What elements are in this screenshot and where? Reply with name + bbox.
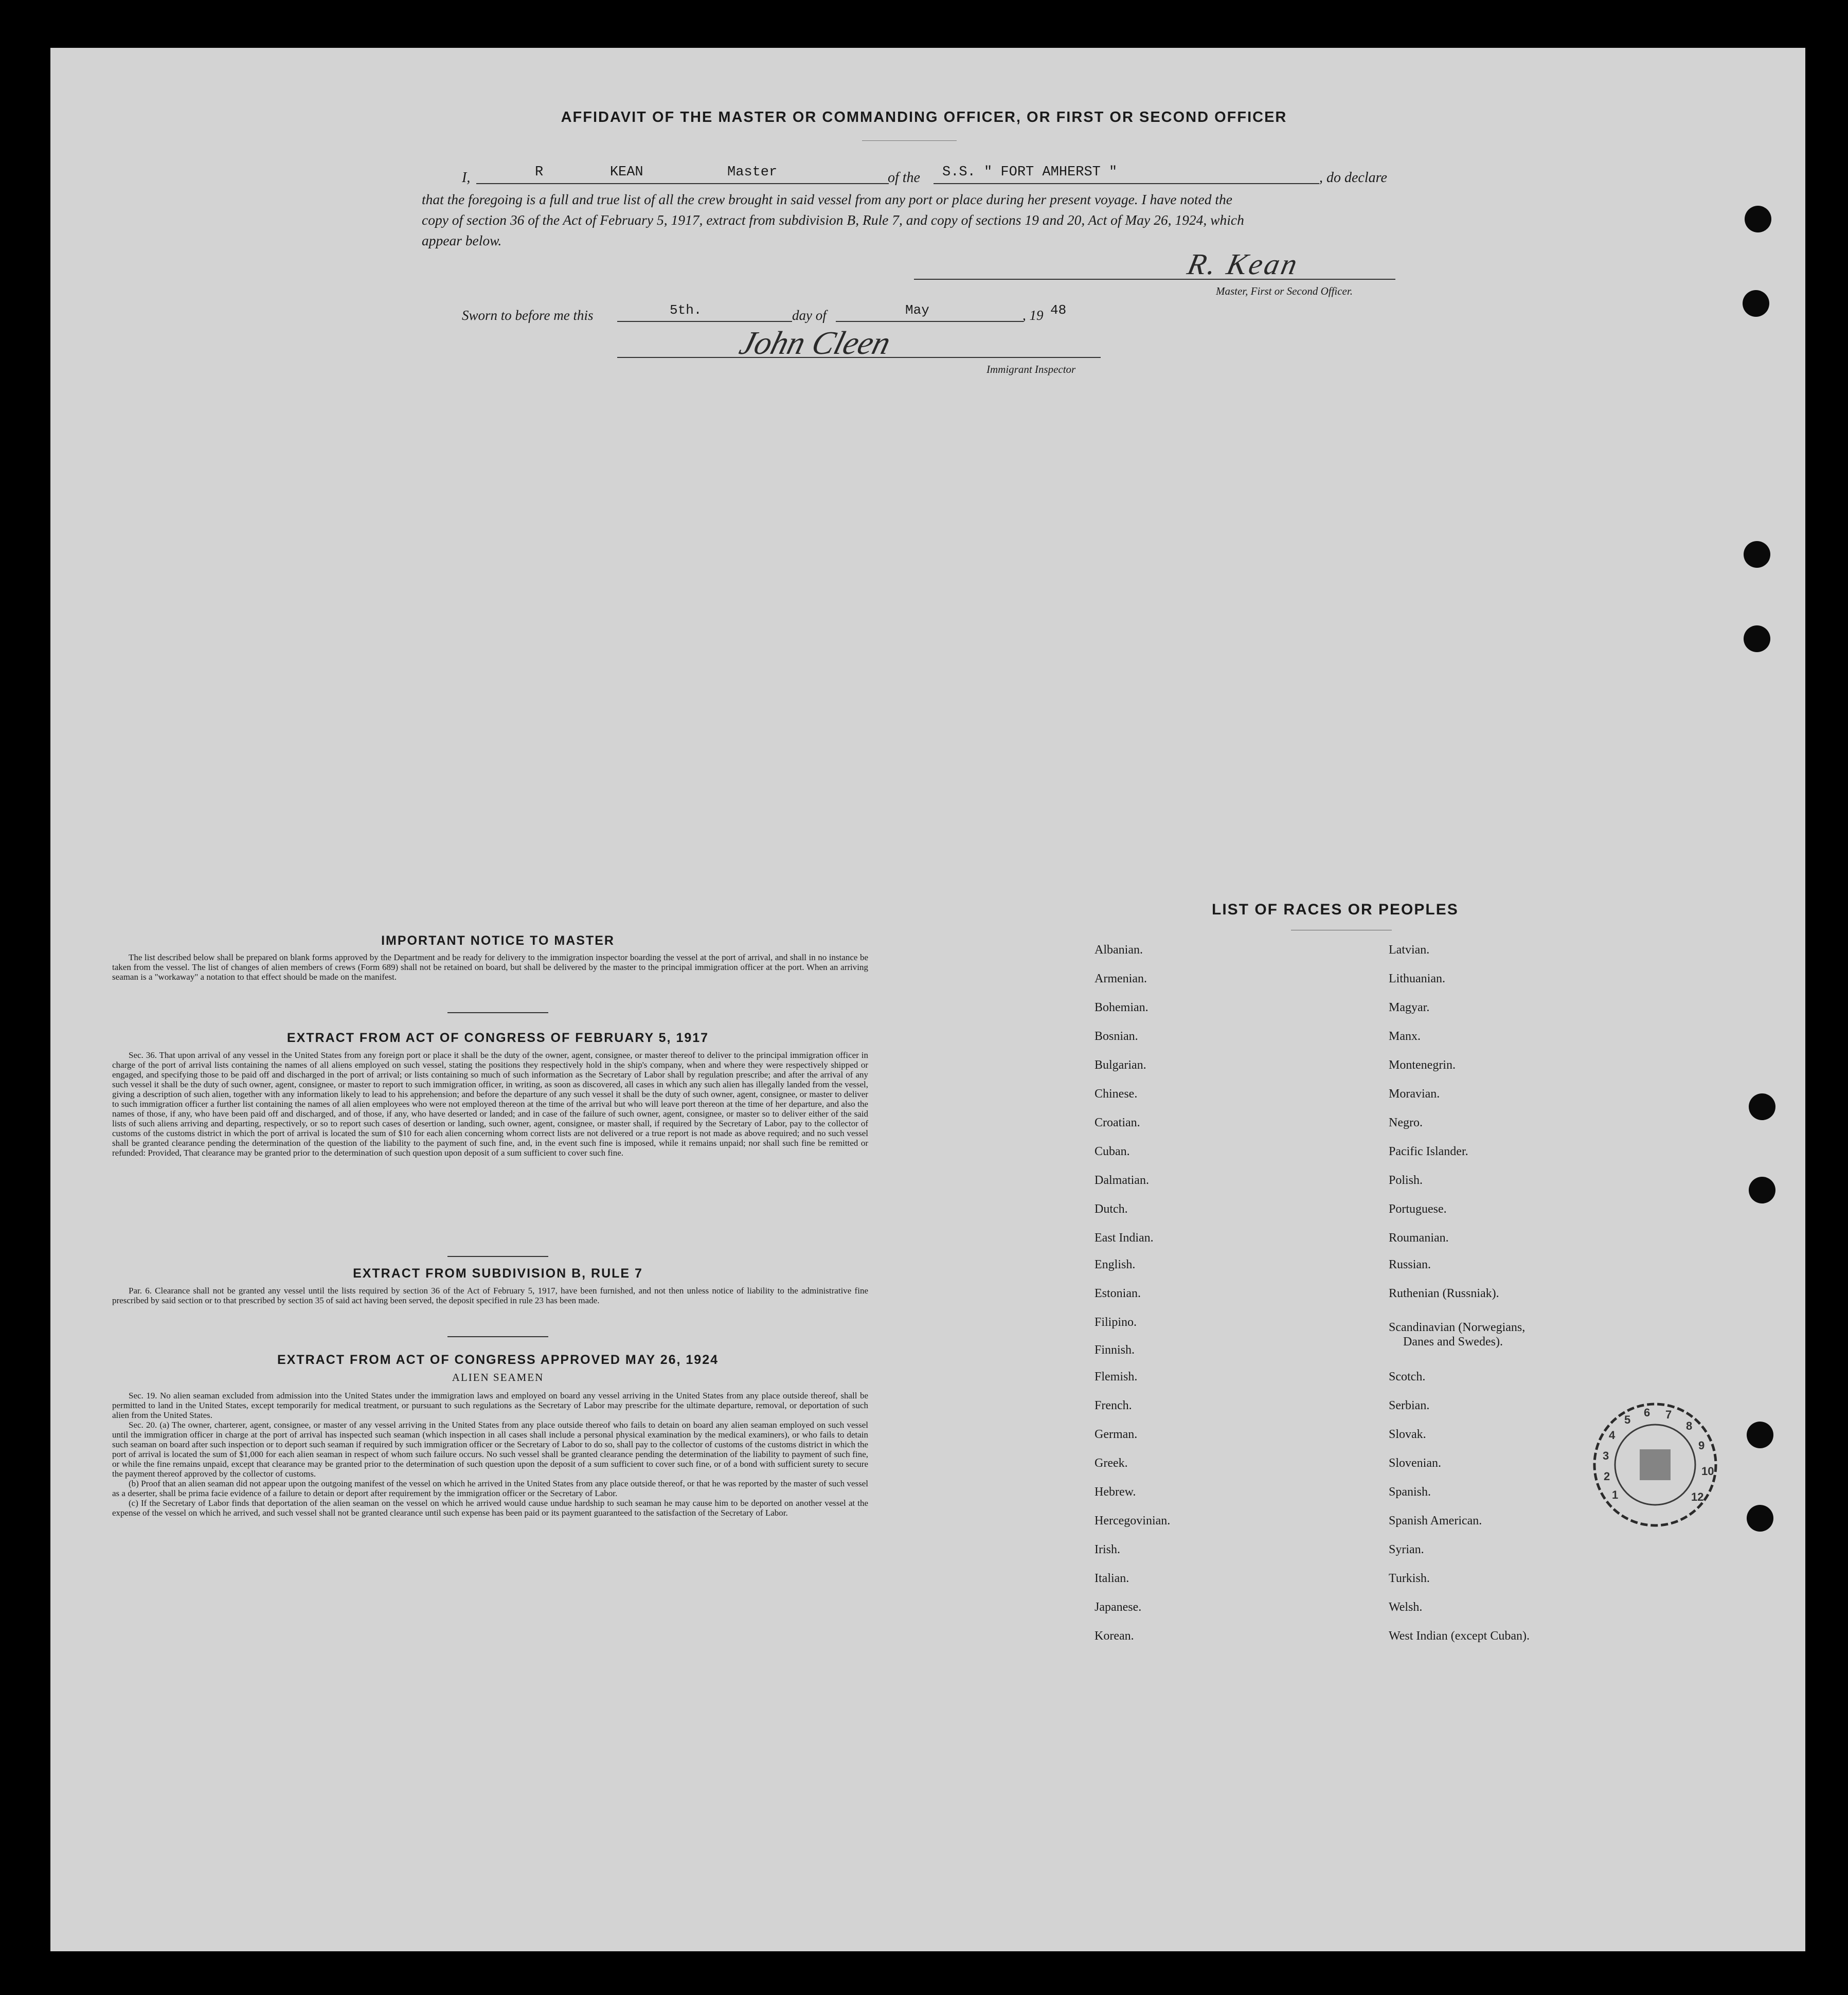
svg-text:8: 8: [1686, 1419, 1693, 1432]
svg-text:1: 1: [1612, 1488, 1619, 1501]
race-item: Slovenian.: [1389, 1457, 1441, 1470]
extract-1924-body: [112, 1391, 868, 1518]
svg-text:12: 12: [1691, 1490, 1704, 1503]
affidavit-body-line-3: appear below.: [422, 232, 502, 248]
affidavit-body-line-2: copy of section 36 of the Act of February 5, 1917, extract from subdivision B, Rule 7, and copy of sections 19 and 20, Act of May 26, 1924, which: [422, 212, 1244, 228]
race-item: Danes and Swedes).: [1403, 1335, 1503, 1349]
punch-hole: [1743, 290, 1769, 317]
affidavit-body-line-1: that the foregoing is a full and true list of all the crew brought in said vessel from any port or place during her present voyage. I have noted the: [422, 191, 1232, 207]
svg-text:10: 10: [1701, 1465, 1714, 1478]
divider: [447, 1012, 548, 1013]
race-item: Korean.: [1095, 1629, 1134, 1643]
race-item: Scotch.: [1389, 1370, 1426, 1383]
inspector-caption: Immigrant Inspector: [986, 363, 1076, 375]
day-field-line: [617, 304, 792, 322]
race-item: Portuguese.: [1389, 1202, 1447, 1216]
race-item: Ruthenian (Russniak).: [1389, 1287, 1499, 1300]
document-page: [50, 48, 1805, 1951]
punch-hole: [1747, 1505, 1773, 1532]
race-item: Syrian.: [1389, 1543, 1424, 1556]
race-item: German.: [1095, 1428, 1138, 1441]
race-item: Bosnian.: [1095, 1030, 1138, 1043]
race-item: Hercegovinian.: [1095, 1514, 1171, 1527]
race-item: Roumanian.: [1389, 1231, 1449, 1245]
date-stamp: [1588, 1398, 1722, 1532]
race-item: Slovak.: [1389, 1428, 1426, 1441]
subdivision-b-text: Par. 6. Clearance shall not be granted any vessel until the lists required by section 36 of the Act of February 5, 1917, have been furnished, and not then unless notice of liability to the administrative fine prescribed by said section or to that prescribed by section 35 of said act having been served, the deposit specified in rule 23 has been made.: [112, 1286, 868, 1305]
race-item: West Indian (except Cuban).: [1389, 1629, 1530, 1643]
extract-1917-title: EXTRACT FROM ACT OF CONGRESS OF FEBRUARY 5, 1917: [286, 1031, 709, 1045]
notice-text: The list described below shall be prepared on blank forms approved by the Department and be ready for delivery to the immigration inspector boarding the vessel at the port of arrival, and shall in no instance be taken from the vessel. The list of changes of alien members of crews (Form 689) shall not be retained on board, but shall be delivered by the master to the principal immigration officer at the port. When an arriving seaman is a "workaway" a notation to that effect should be made on the manifest.: [112, 952, 868, 982]
race-item: French.: [1095, 1399, 1132, 1412]
extract-1924-subtitle: ALIEN SEAMEN: [452, 1371, 544, 1383]
race-item: Croatian.: [1095, 1116, 1140, 1129]
sworn-year: 48: [1050, 302, 1067, 318]
svg-text:5: 5: [1624, 1413, 1631, 1426]
race-item: Moravian.: [1389, 1087, 1440, 1101]
do-declare-label: , do declare: [1319, 170, 1387, 186]
race-item: Italian.: [1095, 1572, 1129, 1585]
master-signature: R. Kean: [1185, 247, 1302, 281]
i-label: I,: [462, 170, 471, 186]
race-item: Turkish.: [1389, 1572, 1430, 1585]
race-item: Finnish.: [1095, 1343, 1135, 1357]
race-item: Greek.: [1095, 1457, 1128, 1470]
svg-text:2: 2: [1604, 1470, 1610, 1483]
master-name: R KEAN: [535, 165, 643, 180]
svg-text:7: 7: [1665, 1408, 1672, 1421]
punch-hole: [1747, 1422, 1773, 1448]
subdivision-b-title: EXTRACT FROM SUBDIVISION B, RULE 7: [353, 1266, 643, 1281]
punch-hole: [1744, 541, 1770, 568]
notice-title: IMPORTANT NOTICE TO MASTER: [381, 933, 615, 948]
svg-text:3: 3: [1603, 1449, 1609, 1462]
race-item: Welsh.: [1389, 1601, 1423, 1614]
svg-text:9: 9: [1698, 1439, 1705, 1452]
race-item: Negro.: [1389, 1116, 1423, 1129]
race-item: Albanian.: [1095, 943, 1143, 957]
vessel-name: S.S. " FORT AMHERST ": [942, 165, 1118, 180]
race-item: Polish.: [1389, 1174, 1423, 1187]
svg-text:6: 6: [1644, 1406, 1650, 1419]
punch-hole: [1744, 625, 1770, 652]
affidavit-title: AFFIDAVIT OF THE MASTER OR COMMANDING OFFICER, OR FIRST OR SECOND OFFICER: [561, 109, 1287, 125]
of-the-label: of the: [888, 170, 920, 186]
sworn-month: May: [905, 302, 929, 318]
race-item: Spanish American.: [1389, 1514, 1482, 1527]
race-item: Filipino.: [1095, 1316, 1137, 1329]
race-item: Dalmatian.: [1095, 1174, 1149, 1187]
race-item: Flemish.: [1095, 1370, 1138, 1383]
sworn-day: 5th.: [670, 302, 702, 318]
race-item: East Indian.: [1095, 1231, 1154, 1245]
extract-1924-title: EXTRACT FROM ACT OF CONGRESS APPROVED MAY 26, 1924: [277, 1353, 719, 1367]
race-item: Serbian.: [1389, 1399, 1430, 1412]
inspector-signature: John Cleen: [735, 325, 895, 361]
divider: [862, 140, 957, 141]
section-20a-text: Sec. 20. (a) The owner, charterer, agent, consignee, or master of any vessel arriving in the United States from any place outside thereof who fails to detain on board any alien seaman employed on such vessel until the immigration officer in charge at the port of arrival has inspected such seaman (which inspection in all cases shall include a personal physical examination by the medical examiners), or who fails to detain such seaman on board after such inspection or to deport such seaman if required by such immigration officer or the Secretary of Labor to do so, shall pay to the collector of customs of the customs district in which the port of arrival is located the sum of $1,000 for each alien seaman in respect of whom such failure occurs. No such vessel shall be granted clearance pending the determination of the liability to payment of such fine, or while the fine remains unpaid, except that clearance may be granted prior to the determination of such question upon the deposit of a sum sufficient to cover such fine, or of a bond with sufficient surety to secure the payment thereof approved by the collector of customs.: [112, 1420, 868, 1479]
punch-hole: [1749, 1177, 1775, 1203]
race-item: Montenegrin.: [1389, 1058, 1456, 1072]
race-item: Latvian.: [1389, 943, 1430, 957]
punch-hole: [1745, 206, 1771, 232]
signature-line: [914, 263, 1395, 280]
race-item: Estonian.: [1095, 1287, 1141, 1300]
race-item: Manx.: [1389, 1030, 1421, 1043]
day-of-label: day of: [792, 308, 827, 323]
race-item: Spanish.: [1389, 1485, 1431, 1499]
race-item: Hebrew.: [1095, 1485, 1136, 1499]
race-item: Russian.: [1389, 1258, 1431, 1271]
divider: [447, 1256, 548, 1257]
svg-text:4: 4: [1609, 1429, 1616, 1442]
race-item: Lithuanian.: [1389, 972, 1445, 985]
month-field-line: [836, 304, 1024, 322]
signature-caption: Master, First or Second Officer.: [1216, 285, 1353, 297]
races-title: LIST OF RACES OR PEOPLES: [1212, 901, 1459, 918]
master-rank: Master: [727, 165, 778, 180]
punch-hole: [1749, 1093, 1775, 1120]
divider: [447, 1336, 548, 1337]
section-20b-text: (b) Proof that an alien seaman did not appear upon the outgoing manifest of the vessel on which he arrived in the United States from any place outside thereof, or that he was reported by the master of such vessel as a deserter, shall be prima facie evidence of a failure to detain or deport after requirement by the immigration officer or the Secretary of Labor.: [112, 1479, 868, 1498]
race-item: Armenian.: [1095, 972, 1147, 985]
race-item: Irish.: [1095, 1543, 1120, 1556]
race-item: Bohemian.: [1095, 1001, 1149, 1014]
year-prefix: , 19: [1022, 308, 1044, 323]
race-item: Pacific Islander.: [1389, 1145, 1468, 1158]
extract-1917-text: Sec. 36. That upon arrival of any vessel in the United States from any foreign port or place it shall be the duty of the owner, agent, consignee, or master thereof to deliver to the principal immigration officer in charge of the port of arrival lists containing the names of all aliens employed on such vessel, stating the positions they respectively hold in the ship's company, when and where they were respectively shipped or engaged, and specifying those to be paid off and discharged in the port of arrival; or lists containing so much of such information as the Secretary of Labor shall by regulation prescribe; and after the arrival of any such vessel it shall be the duty of such owner, agent, consignee, or master to report to such immigration officer, in writing, as soon as discovered, all cases in which any such alien has illegally landed from the vessel, giving a description of such alien, together with any information likely to lead to his apprehension; and before the departure of any such vessel it shall be the duty of such owner, agent, consignee, or master to deliver to such immigration officer a further list containing the names of all alien employees who were not employed thereon at the time of the arrival but who will leave port thereon at the time of her departure, and also the names of those, if any, who have been paid off and discharged, and of those, if any, who have deserted or landed; and in case of the failure of such owner, agent, consignee, or master so to deliver either of the said lists of such aliens arriving and departing, respectively, or so to report such cases of desertion or landing, such owner, agent, consignee, or master shall, if required by the Secretary of Labor, pay to the collector of customs of the customs district in which the port of arrival is located the sum of $10 for each alien concerning whom correct lists are not delivered or a true report is not made as above required; and no such vessel shall be granted clearance pending the determination of the question of the liability to the payment of such fine, and, in the event such fine is imposed, while it remains unpaid; nor shall such fine be remitted or refunded: Provided, That clearance may be granted prior to the determination of such question upon deposit of a sum sufficient to cover such fine.: [112, 1050, 868, 1158]
race-item: Bulgarian.: [1095, 1058, 1146, 1072]
race-item: Scandinavian (Norwegians,: [1389, 1321, 1526, 1334]
section-19-text: Sec. 19. No alien seaman excluded from admission into the United States under the immigration laws and employed on board any vessel arriving in the United States from any place outside thereof, shall be permitted to land in the United States, except temporarily for medical treatment, or pursuant to such regulations as the Secretary of Labor may prescribe for the ultimate departure, removal, or deportation of such alien from the United States.: [112, 1391, 868, 1420]
race-item: English.: [1095, 1258, 1136, 1271]
section-20c-text: (c) If the Secretary of Labor finds that deportation of the alien seaman on the vessel on which he arrived would cause undue hardship to such seaman he may cause him to be deported on another vessel at the expense of the vessel on which he arrived, and such vessel shall not be granted clearance until such expense has been paid or its payment guaranteed to the satisfaction of the Secretary of Labor.: [112, 1498, 868, 1518]
race-item: Japanese.: [1095, 1601, 1142, 1614]
race-item: Magyar.: [1389, 1001, 1430, 1014]
race-item: Dutch.: [1095, 1202, 1128, 1216]
race-item: Chinese.: [1095, 1087, 1138, 1101]
race-item: Cuban.: [1095, 1145, 1130, 1158]
sworn-label: Sworn to before me this: [462, 308, 594, 323]
